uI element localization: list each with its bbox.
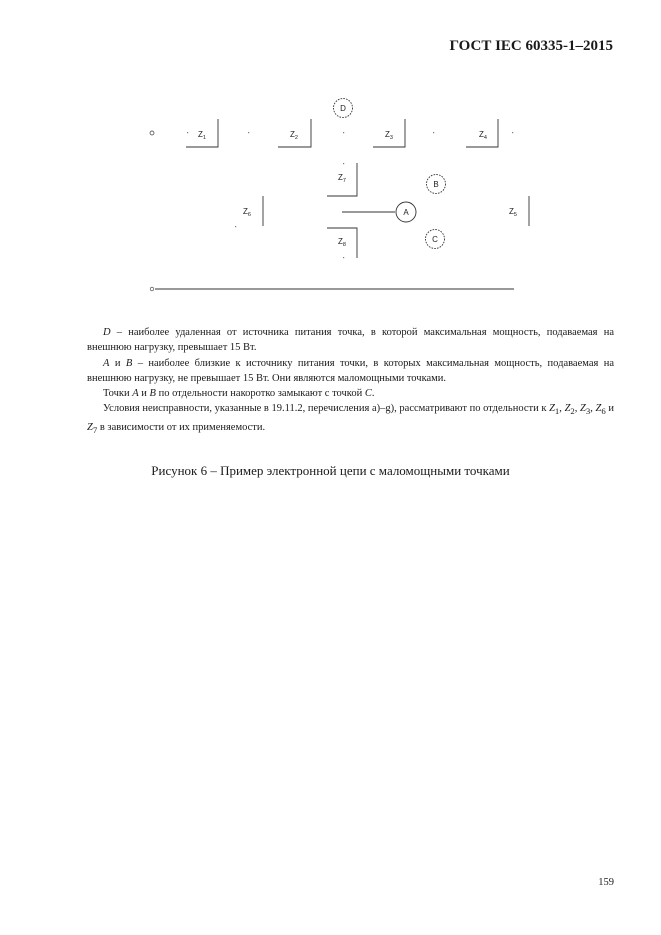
impedance-z6-label: $Z_6$ [243,207,251,218]
figure-explanation [87,325,614,438]
circuit-diagram [0,0,661,300]
figure-caption: Рисунок 6 – Пример электронной цепи с маломощными точками [151,463,510,478]
impedance-z5-label: $Z_5$ [509,207,517,218]
node-b-label: B [433,180,439,189]
document-header: ГОСТ IEC 60335-1–2015 [449,38,613,54]
node-c-label: C [432,235,438,244]
page-number: 159 [598,877,614,888]
node-d-label: D [340,104,346,113]
paragraph-point-d: D – наиболее удаленная от источника питания точка, в которой максимальная мощность, подаваемая на внешнюю нагрузку, превышает 15 Вт. [87,327,614,354]
paragraph-points-a-b: A и B – наиболее близкие к источнику питания точки, в которых максимальная мощность, подаваемая на внешнюю нагрузку, не превышает 15 Вт. Они являются маломощными точками. [87,357,614,384]
impedance-z4-label: $Z_4$ [479,130,487,141]
impedance-z2-label: $Z_2$ [290,130,298,141]
impedance-z8-label: $Z_8$ [338,237,346,248]
source-terminal [150,131,154,135]
node-a-label: A [403,208,409,217]
impedance-z7-label: $Z_7$ [338,173,346,184]
impedance-z1-label: $Z_1$ [198,130,206,141]
paragraph-short-circuit: Точки A и B по отдельности накоротко замыкают с точкой C. [103,388,375,400]
impedance-z3-label: $Z_3$ [385,130,393,141]
paragraph-fault-conditions: Условия неисправности, указанные в 19.11.2, перечисления а)–g), рассматривают по отдельности к $Z_1$, $Z_2$, $Z_3$, $Z_6$ и $Z_7$ в зависимости от их применяемости. [87,403,615,435]
